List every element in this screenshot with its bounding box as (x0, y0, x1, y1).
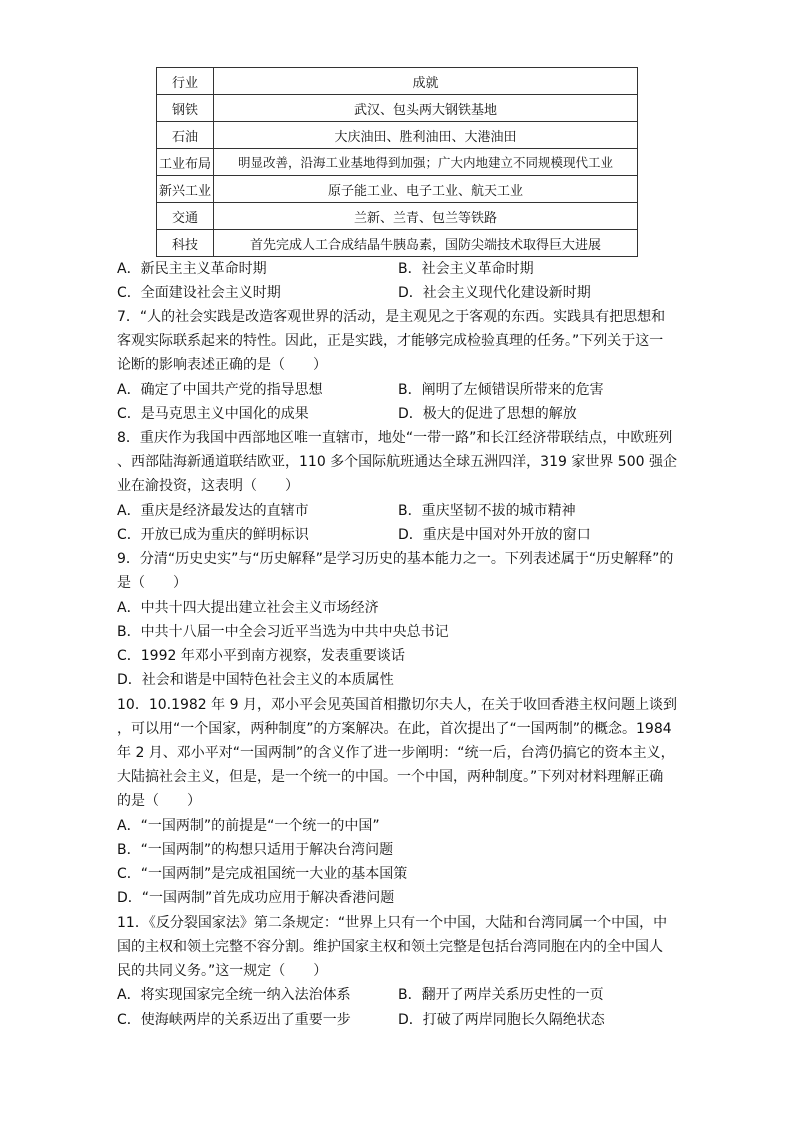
q10-option-a[interactable]: A．“一国两制”的前提是“一个统一的中国” (117, 818, 380, 834)
table-cell: 大庆油田、胜利油田、大港油田 (214, 122, 638, 149)
table-cell: 石油 (157, 122, 214, 149)
table-row (157, 149, 638, 176)
table-row (157, 122, 638, 149)
q10-option-d[interactable]: D．“一国两制”首先成功应用于解决香港问题 (117, 890, 395, 906)
q10-option-c[interactable]: C．“一国两制”是完成祖国统一大业的基本国策 (117, 866, 408, 882)
q10-option-b[interactable]: B．“一国两制”的构想只适用于解决台湾问题 (117, 842, 394, 858)
table-cell: 武汉、包头两大钢铁基地 (214, 95, 638, 122)
q10-stem-line: 的是（ ） (117, 793, 201, 809)
table-cell: 兰新、兰青、包兰等铁路 (214, 203, 638, 230)
q8-option-c[interactable]: C．开放已成为重庆的鲜明标识 (117, 527, 309, 543)
table-cell: 科技 (157, 230, 214, 257)
table-cell: 钢铁 (157, 95, 214, 122)
q7-option-b[interactable]: B．阐明了左倾错误所带来的危害 (398, 382, 604, 398)
q9-stem-line: 是（ ） (117, 575, 187, 591)
q10-stem-line: 大陆搞社会主义，但是，是一个统一的中国。一个中国，两种制度。”下列对材料理解正确 (117, 769, 664, 785)
q8-option-d[interactable]: D．重庆是中国对外开放的窗口 (398, 527, 591, 543)
q6-option-b[interactable]: B．社会主义革命时期 (398, 261, 534, 277)
table-cell: 原子能工业、电子工业、航天工业 (214, 176, 638, 203)
q7-option-c[interactable]: C．是马克思主义中国化的成果 (117, 406, 309, 422)
q8-stem-line: 8．重庆作为我国中西部地区唯一直辖市，地处“一带一路”和长江经济带联结点，中欧班列 (117, 430, 673, 446)
q7-stem-line: 7．“人的社会实践是改造客观世界的活动，是主观见之于客观的东西。实践具有把思想和 (117, 309, 666, 325)
q10-stem-line: 10．10.1982 年 9 月，邓小平会见英国首相撒切尔夫人，在关于收回香港主权问题上谈到 (117, 697, 677, 713)
table-header-cell: 成就 (214, 68, 638, 95)
q9-option-a[interactable]: A．中共十四大提出建立社会主义市场经济 (117, 600, 379, 616)
q10-stem-line: ，可以用“一个国家，两种制度”的方案解决。在此，首次提出了“一国两制”的概念。1984 (117, 721, 672, 737)
q11-stem-line: 国的主权和领土完整不容分割。维护国家主权和领土完整是包括台湾同胞在内的全中国人 (117, 939, 663, 955)
table-header-row (157, 68, 638, 95)
table-row (157, 230, 638, 257)
q11-option-a[interactable]: A．将实现国家完全统一纳入法治体系 (117, 987, 351, 1003)
table-cell: 明显改善，沿海工业基地得到加强；广大内地建立不同规模现代工业 (214, 149, 638, 176)
q8-option-b[interactable]: B．重庆坚韧不拔的城市精神 (398, 503, 576, 519)
q11-stem-line: 11．《反分裂国家法》第二条规定：“世界上只有一个中国，大陆和台湾同属一个中国，中 (117, 915, 668, 931)
table-header-cell: 行业 (157, 68, 214, 95)
q8-stem-line: 业在渝投资，这表明（ ） (117, 478, 299, 494)
q9-stem-line: 9．分清“历史史实”与“历史解释”是学习历史的基本能力之一。下列表述属于“历史解释”的 (117, 551, 674, 567)
table-cell: 工业布局 (157, 149, 214, 176)
q9-option-b[interactable]: B．中共十八届一中全会习近平当选为中共中央总书记 (117, 624, 449, 640)
q6-option-a[interactable]: A．新民主主义革命时期 (117, 261, 267, 277)
q9-option-c[interactable]: C．1992 年邓小平到南方视察，发表重要谈话 (117, 648, 405, 664)
q7-stem-line: 论断的影响表述正确的是（ ） (117, 357, 327, 373)
q9-option-d[interactable]: D．社会和谐是中国特色社会主义的本质属性 (117, 672, 394, 688)
q8-option-a[interactable]: A．重庆是经济最发达的直辖市 (117, 503, 309, 519)
table-row (157, 203, 638, 230)
q7-option-a[interactable]: A．确定了中国共产党的指导思想 (117, 382, 323, 398)
q11-option-b[interactable]: B．翻开了两岸关系历史性的一页 (398, 987, 604, 1003)
table-row (157, 95, 638, 122)
table-cell: 首先完成人工合成结晶牛胰岛素，国防尖端技术取得巨大进展 (214, 230, 638, 257)
q7-stem-line: 客观实际联系起来的特性。因此，正是实践，才能够完成检验真理的任务。”下列关于这一 (117, 333, 664, 349)
q10-stem-line: 年 2 月、邓小平对“一国两制”的含义作了进一步阐明：“统一后，台湾仍搞它的资本主义， (117, 745, 675, 761)
q11-option-d[interactable]: D．打破了两岸同胞长久隔绝状态 (398, 1012, 605, 1028)
table-cell: 新兴工业 (157, 176, 214, 203)
q6-option-c[interactable]: C．全面建设社会主义时期 (117, 285, 281, 301)
q11-option-c[interactable]: C．使海峡两岸的关系迈出了重要一步 (117, 1012, 351, 1028)
q7-option-d[interactable]: D．极大的促进了思想的解放 (398, 406, 577, 422)
q11-stem-line: 民的共同义务。”这一规定（ ） (117, 963, 328, 979)
table-row (157, 176, 638, 203)
q8-stem-line: 、西部陆海新通道联结欧亚，110 多个国际航班通达全球五洲四洋，319 家世界 500 强企 (117, 454, 677, 470)
achievements-table (156, 67, 638, 257)
table-cell: 交通 (157, 203, 214, 230)
q6-option-d[interactable]: D．社会主义现代化建设新时期 (398, 285, 591, 301)
